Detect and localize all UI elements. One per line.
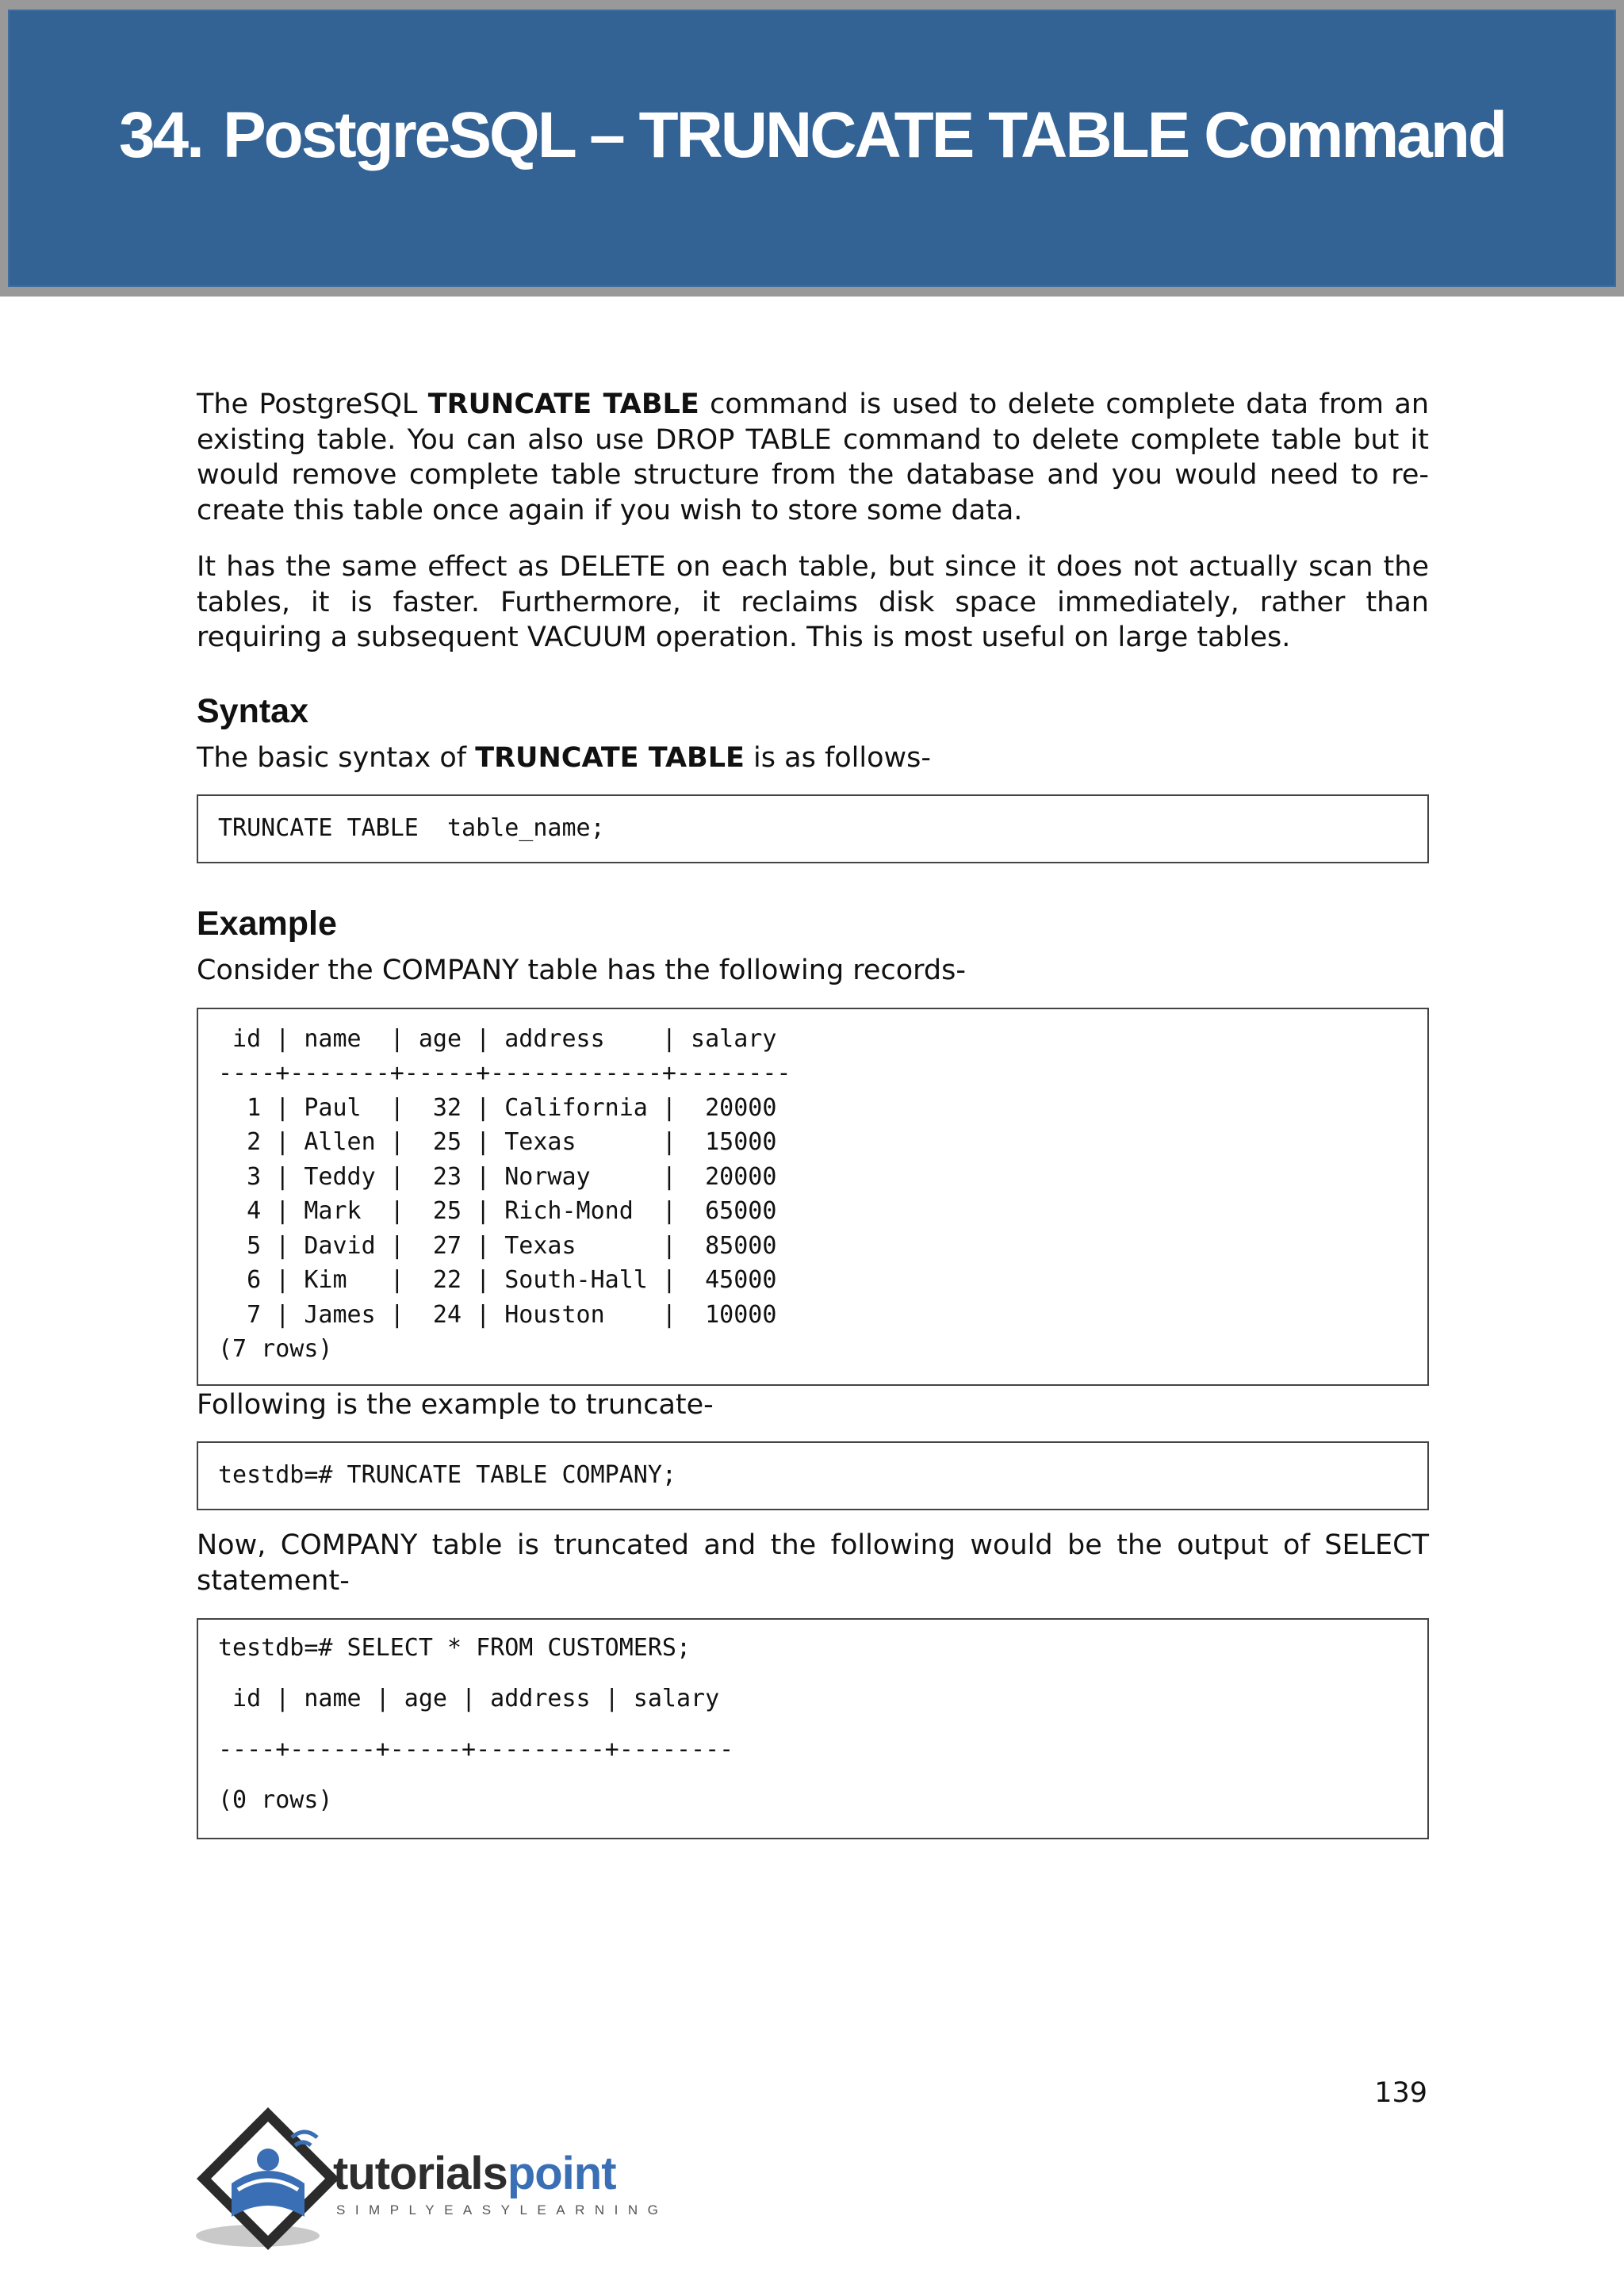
- chapter-title: [10, 98, 1614, 173]
- intro-paragraph-1: [197, 387, 1429, 528]
- intro-p1-prefix: The PostgreSQL: [197, 388, 428, 420]
- syntax-description: [197, 740, 1429, 776]
- syntax-desc-bold: TRUNCATE TABLE: [475, 741, 745, 774]
- output-description: Now, COMPANY table is truncated and the following would be the output of SELECT statement-: [197, 1529, 1429, 1597]
- tutorialspoint-logo: [190, 2101, 682, 2260]
- output-line: (0 rows): [218, 1786, 333, 1814]
- logo-emblem-icon: [190, 2101, 349, 2260]
- page-content: [197, 387, 1429, 1839]
- truncate-code-block: [197, 1441, 1429, 1510]
- example-heading: Example: [197, 905, 337, 943]
- intro-p1-bold: TRUNCATE TABLE: [427, 388, 699, 420]
- logo-word-tutorials: tutorials: [333, 2148, 508, 2199]
- example-description: Consider the COMPANY table has the following records-: [197, 955, 966, 986]
- company-table-code-block: [197, 1008, 1429, 1386]
- logo-wordmark: [333, 2147, 616, 2200]
- output-line: id | name | age | address | salary: [218, 1685, 720, 1712]
- logo-word-point: point: [507, 2148, 616, 2199]
- syntax-code-block: [197, 794, 1429, 863]
- truncate-code: testdb=# TRUNCATE TABLE COMPANY;: [218, 1461, 676, 1489]
- chapter-banner: [0, 0, 1624, 297]
- truncate-description: Following is the example to truncate-: [197, 1388, 714, 1421]
- page-number: 139: [1374, 2077, 1427, 2109]
- intro-paragraph-2: It has the same effect as DELETE on each table, but since it does not actually scan the tables, it is faster. Furthermore, it reclaims disk space immediately, rather than requiring a subsequent VACUUM operation. This is most useful on large tables.: [197, 551, 1429, 653]
- syntax-code: TRUNCATE TABLE table_name;: [218, 814, 605, 842]
- syntax-desc-prefix: The basic syntax of: [197, 741, 476, 774]
- syntax-desc-suffix: is as follows-: [744, 741, 932, 774]
- output-line: ----+------+-----+---------+--------: [218, 1735, 734, 1763]
- logo-tagline: SIMPLYEASYLEARNING: [336, 2202, 668, 2218]
- chapter-banner-inner: [8, 10, 1616, 287]
- output-line: testdb=# SELECT * FROM CUSTOMERS;: [218, 1634, 691, 1662]
- syntax-heading: Syntax: [197, 691, 309, 730]
- intro-p1-suffix: command is used to delete complete data from an existing table. You can also use DROP TABLE command to delete complete table but it would remove complete table structure from the database and you would need to re-create this table once again if you wish to store some data.: [197, 388, 1430, 526]
- chapter-number: 34.: [118, 99, 202, 171]
- chapter-title-text: PostgreSQL – TRUNCATE TABLE Command: [222, 99, 1506, 171]
- company-table-code: id | name | age | address | salary ----+-------+-----+------------+-------- 1 | Paul | 32 | California | 20000 2 | Allen | 25 | Texas | 15000 3 | Teddy | 23 | Norway | 20000 4 | Mark | 25 | Rich-Mond | 65000 5 | David | 27 | Texas | 85000 6 | Kim | 22 | South-Hall | 45000 7 | James | 24 | Houston | 10000 (7 rows): [218, 1024, 791, 1363]
- output-code-block: [197, 1618, 1429, 1839]
